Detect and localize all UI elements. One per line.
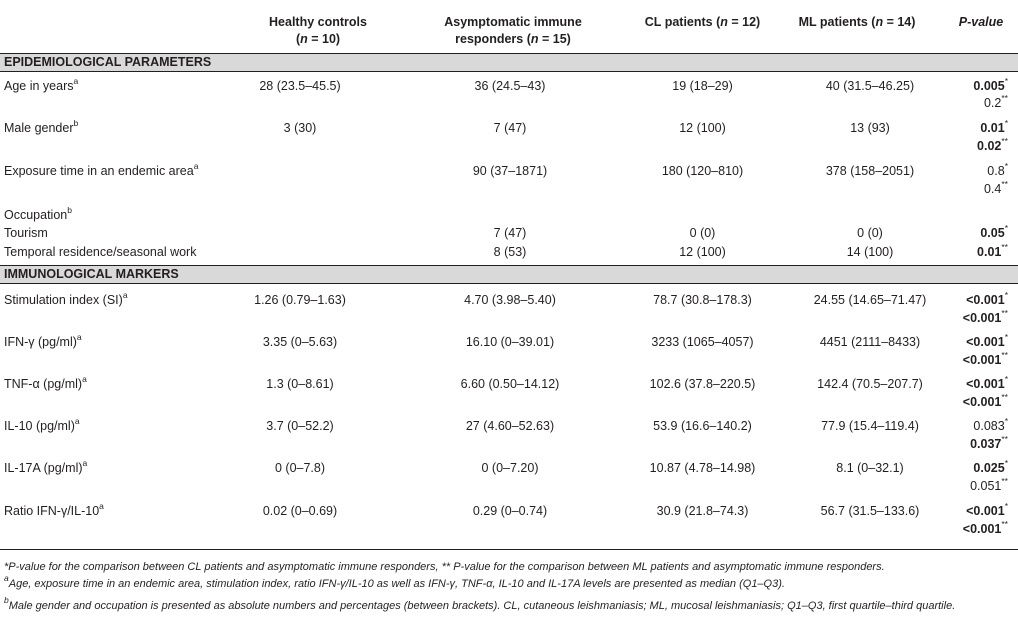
row-exposure-label: Exposure time in an endemic area$^a$ (4, 161, 199, 178)
row-exposure-p2: 0.4** (983, 179, 1008, 196)
row-ratio-ml: 56.7 (31.5–133.6) (820, 504, 920, 518)
row-exposure-ml: 378 (158–2051) (825, 164, 915, 178)
row-il17-healthy: 0 (0–7.8) (274, 461, 326, 475)
row-tourism-label: Tourism (4, 226, 48, 240)
row-temporal-cl: 12 (100) (679, 245, 726, 259)
row-il17-asymptomatic: 0 (0–7.20) (481, 461, 539, 475)
row-il10-p1: 0.083* (973, 416, 1008, 433)
row-si-ml: 24.55 (14.65–71.47) (813, 293, 927, 307)
row-tnf-ml: 142.4 (70.5–207.7) (817, 377, 923, 391)
row-male-healthy: 3 (30) (283, 121, 317, 135)
row-il17-label: IL-17A $(pg/ml)^a$ (4, 458, 88, 475)
row-tourism-ml: 0 (0) (857, 226, 883, 240)
row-ratio-p1: <0.001* (966, 501, 1008, 518)
row-ratio-cl: 30.9 (21.8–74.3) (656, 504, 749, 518)
row-si-healthy: 1.26 (0.79–1.63) (254, 293, 346, 307)
row-occupation-label: Occupation$^b$ (4, 205, 72, 222)
row-tourism-cl: 0 (0) (689, 226, 716, 240)
row-tnf-asymptomatic: 6.60 (0.50–14.12) (460, 377, 560, 391)
row-age-p2: 0.2** (983, 93, 1008, 110)
row-ifn-p1: <0.001* (966, 332, 1008, 349)
row-ifn-cl: 3233 (1065–4057) (651, 335, 754, 349)
row-ifn-healthy: 3.35 (0–5.63) (262, 335, 338, 349)
row-exposure-asymptomatic: 90 (37–1871) (472, 164, 548, 178)
row-si-p2: <0.001** (962, 308, 1008, 325)
row-male-ml: 13 (93) (850, 121, 890, 135)
row-si-p1: <0.001* (966, 290, 1008, 307)
row-male-label: Male gender$^b$ (4, 118, 79, 135)
row-ratio-p2: <0.001** (962, 519, 1008, 536)
row-ratio-label: Ratio IFN-γ/IL-10$^a$ (4, 501, 104, 518)
row-si-asymptomatic: 4.70 (3.98–5.40) (464, 293, 556, 307)
header-p-value: P-value (958, 15, 1004, 29)
section-immunological: IMMUNOLOGICAL MARKERS (0, 265, 1018, 284)
row-tnf-label: TNF-α $(pg/ml)^a$ (4, 374, 87, 391)
row-ifn-ml: 4451 (2111–8433) (819, 335, 921, 349)
row-si-cl: 78.7 (30.8–178.3) (653, 293, 752, 307)
row-ifn-asymptomatic: 16.10 (0–39.01) (465, 335, 555, 349)
row-tourism-asymptomatic: 7 (47) (493, 226, 527, 240)
row-age-ml: 40 (31.5–46.25) (825, 79, 915, 93)
row-tnf-p2: <0.001** (962, 392, 1008, 409)
row-exposure-p1: 0.8* (987, 161, 1008, 178)
row-male-p1: 0.01* (980, 118, 1008, 135)
row-male-p2: 0.02** (977, 136, 1008, 153)
row-il10-healthy: 3.7 (0–52.2) (266, 419, 334, 433)
row-il10-label: IL-10 $(pg/ml)^a$ (4, 416, 80, 433)
header-ml-patients: ML patients (n = 14) (798, 15, 916, 29)
row-il10-cl: 53.9 (16.6–140.2) (653, 419, 752, 433)
header-cl-patients: CL patients (n = 12) (644, 15, 761, 29)
header-healthy-controls: Healthy controls (n = 10) (269, 15, 367, 46)
row-il17-cl: 10.87 (4.78–14.98) (649, 461, 756, 475)
row-ifn-label: IFN-γ $(pg/ml)^a$ (4, 332, 82, 349)
table-bottom-rule (0, 549, 1018, 550)
row-tnf-p1: <0.001* (966, 374, 1008, 391)
row-ratio-healthy: 0.02 (0–0.69) (262, 504, 338, 518)
footnote-pvalue: *P-value for the comparison between CL patients and asymptomatic immune responders, ** P-value for the comparison between ML patients and asymptomatic immune responders. (4, 561, 885, 573)
header-asymptomatic: Asymptomatic immune responders (n = 15) (444, 15, 582, 46)
row-temporal-ml: 14 (100) (846, 245, 894, 259)
row-temporal-p1: 0.01** (977, 242, 1008, 259)
footnote-a: $^a$Age, exposure time in an endemic area, stimulation index, ratio IFN-γ/IL-10 as well as IFN-γ, TNF-α, IL-10 and IL-17A levels are presented as median (Q1–Q3). (4, 573, 785, 590)
row-il10-ml: 77.9 (15.4–119.4) (821, 419, 919, 433)
row-il17-p1: 0.025* (973, 458, 1008, 475)
row-tnf-healthy: 1.3 (0–8.61) (266, 377, 334, 391)
row-male-cl: 12 (100) (679, 121, 726, 135)
row-il10-p2: 0.037** (970, 434, 1008, 451)
section-epidemiological: EPIDEMIOLOGICAL PARAMETERS (0, 53, 1018, 72)
row-tnf-cl: 102.6 (37.8–220.5) (649, 377, 756, 391)
row-il17-ml: 8.1 (0–32.1) (836, 461, 904, 475)
row-temporal-asymptomatic: 8 (53) (493, 245, 527, 259)
row-ifn-p2: <0.001** (962, 350, 1008, 367)
row-age-healthy: 28 (23.5–45.5) (259, 79, 341, 93)
row-age-p1: 0.005* (973, 76, 1008, 93)
row-exposure-cl: 180 (120–810) (661, 164, 744, 178)
row-age-label: Age in years$^a$ (4, 76, 79, 93)
row-il10-asymptomatic: 27 (4.60–52.63) (465, 419, 555, 433)
row-ratio-asymptomatic: 0.29 (0–0.74) (472, 504, 548, 518)
row-il17-p2: 0.051** (970, 476, 1008, 493)
row-tourism-p1: 0.05* (980, 223, 1008, 240)
row-male-asymptomatic: 7 (47) (493, 121, 527, 135)
row-age-asymptomatic: 36 (24.5–43) (474, 79, 546, 93)
row-si-label: Stimulation index (SI)$^a$ (4, 290, 128, 307)
row-age-cl: 19 (18–29) (672, 79, 733, 93)
row-temporal-label: Temporal residence/seasonal work (4, 245, 197, 259)
footnote-b: $^b$Male gender and occupation is presented as absolute numbers and percentages (between brackets). CL, cutaneous leishmaniasis; ML, mucosal leishmaniasis; Q1–Q3, first quartile–third quartile. (4, 595, 956, 612)
